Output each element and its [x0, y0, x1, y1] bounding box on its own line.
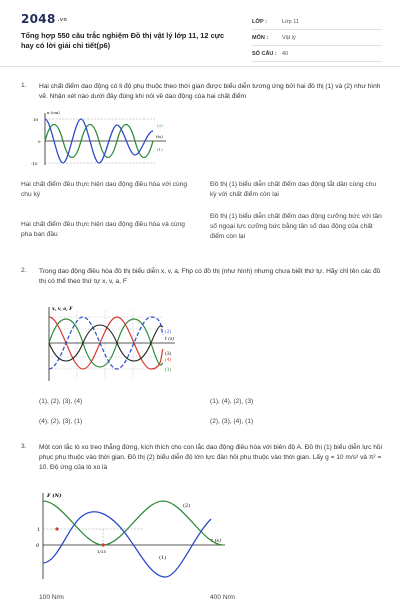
- curve-label: (2): [157, 123, 163, 128]
- question-text: Trong dao động điều hòa đồ thị biểu diễn x, v, a, Fhp có đồ thị (như hình) nhưng chưa biết thứ tự. Hãy chỉ tên các đồ thị có thể theo thứ tự x, v, a, F: [39, 268, 381, 285]
- figure-y-label: F (N): [47, 493, 62, 499]
- option-d[interactable]: (2), (3), (4), (1): [210, 418, 254, 425]
- graph-point: [55, 527, 58, 530]
- question-number: 2.: [21, 267, 27, 274]
- question-2: [21, 267, 383, 432]
- figure-x-label: t(s): [156, 134, 163, 139]
- question-3-figure: [33, 489, 233, 581]
- option-a[interactable]: (1), (2), (3), (4): [39, 398, 83, 405]
- site-logo[interactable]: [21, 12, 67, 26]
- option-c[interactable]: Hai chất điểm đều thực hiện dao động điều hòa và cùng pha ban đầu: [21, 221, 185, 238]
- logo-text: 2048: [21, 12, 56, 26]
- y-tick: 0: [38, 139, 41, 144]
- meta-row-subject: [252, 30, 382, 46]
- curve-label: (4): [165, 358, 172, 363]
- curve-label: (1): [157, 147, 163, 152]
- curve-label: (3): [165, 352, 172, 357]
- option-a[interactable]: Hai chất điểm đều thực hiện dao động điều hòa với cùng chu kỳ: [21, 181, 187, 198]
- figure-x-label: t (s): [211, 538, 222, 544]
- question-number: 3.: [21, 443, 27, 450]
- header-divider: [0, 66, 400, 67]
- meta-row-count: [252, 46, 382, 62]
- option-a[interactable]: 100 N/m: [39, 594, 64, 601]
- question-2-figure: [43, 303, 183, 383]
- figure-y-label: x, v, a, F: [52, 307, 73, 312]
- meta-row-class: [252, 14, 382, 30]
- meta-key: SỐ CÂU :: [252, 50, 277, 57]
- curve-label: (1): [165, 368, 172, 373]
- option-b[interactable]: Đồ thị (1) biểu diễn chất điểm dao động tắt dần cùng chu kỳ với chất điểm còn lại: [210, 181, 377, 198]
- y-tick: 0: [36, 543, 40, 549]
- y-tick: -10: [31, 161, 38, 166]
- meta-value: 40: [282, 50, 289, 57]
- meta-key: MÔN :: [252, 34, 269, 41]
- curve-label: (1): [159, 555, 167, 561]
- curve-1-blue: [43, 512, 211, 577]
- question-1: [21, 82, 383, 257]
- page-title: Tổng hợp 550 câu trắc nghiệm Đồ thị vật lý lớp 11, 12 cực hay có lời giải chi tiết(p6): [21, 31, 225, 50]
- logo-suffix: .vn: [57, 16, 68, 23]
- y-tick: 1: [37, 527, 41, 533]
- option-c[interactable]: (4), (2), (3), (1): [39, 418, 83, 425]
- curve-label: (2): [183, 503, 191, 509]
- meta-value: Lớp 11: [282, 18, 299, 25]
- figure-x-label: t (s): [165, 337, 175, 342]
- y-tick: 10: [33, 117, 39, 122]
- option-d[interactable]: Đồ thị (1) biểu diễn chất điểm dao động cưỡng bức với tần số ngoại lực cưỡng bức bằng tần số dao động của chất điểm còn lại: [210, 213, 382, 240]
- curve-label: (2): [165, 330, 172, 335]
- meta-table: [252, 14, 382, 62]
- option-b[interactable]: (1), (4), (2), (3): [210, 398, 254, 405]
- page-header: [0, 0, 400, 64]
- question-text: Một con lắc lò xo treo thẳng đứng, kích thích cho con lắc dao động điều hòa với biên độ A. Đồ thị (1) biểu diễn lực hồi phục phụ thuộc vào thời gian. Đồ thị (2) biểu diễn độ lớn lực đàn hồi phụ thuộc vào thời gian. Lấy g = 10 m/s² và π² = 10. Độ ứng của lò xo là: [39, 444, 383, 471]
- question-3: [21, 443, 383, 600]
- meta-value: Vật lý: [282, 34, 296, 41]
- meta-key: LỚP :: [252, 18, 267, 25]
- question-1-figure: [31, 107, 171, 169]
- option-b[interactable]: 400 N/m: [210, 594, 235, 601]
- question-number: 1.: [21, 82, 27, 89]
- question-text: Hai chất điểm dao động có li độ phụ thuộc theo thời gian được biểu diễn tương ứng bởi hai đồ thị (1) và (2) như hình vẽ. Nhận xét nào dưới đây đúng khi nói về dao động của hai chất điểm: [39, 83, 381, 100]
- figure-y-label: x (cm): [47, 110, 60, 115]
- x-tick: 1/15: [97, 549, 106, 554]
- graph-point: [101, 543, 104, 546]
